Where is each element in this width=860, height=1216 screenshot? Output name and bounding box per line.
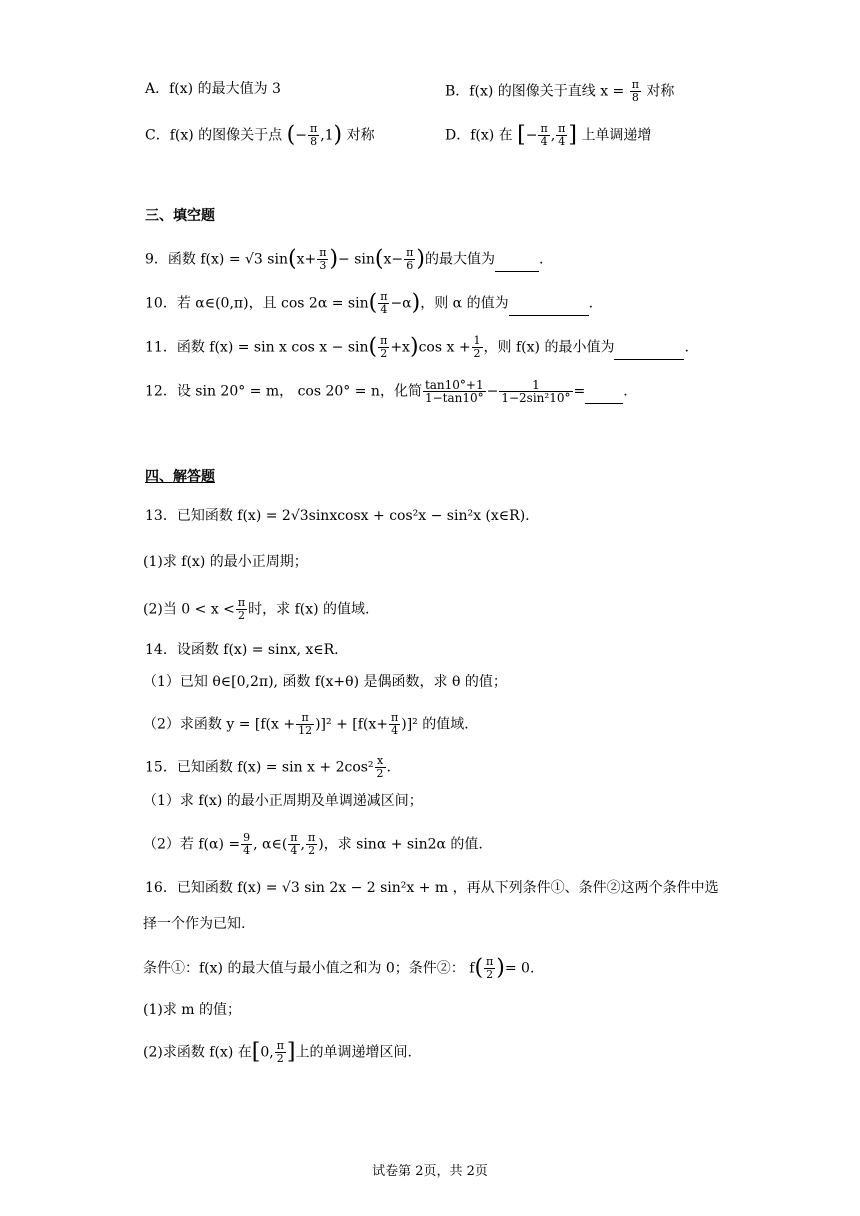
frac-num: π — [296, 712, 314, 725]
page-footer: 试卷第 2页，共 2页 — [372, 1164, 488, 1179]
paren: ) — [496, 955, 505, 981]
frac-den: 4 — [243, 844, 251, 857]
q13-part-1: (1)求 f(x) 的最小正周期； — [143, 554, 308, 570]
frac-den: 4 — [290, 844, 298, 857]
fraction — [630, 79, 641, 104]
option-c-label: C． — [145, 127, 170, 144]
q16-part-1: (1)求 m 的值； — [143, 1002, 242, 1018]
q-post: 的值域. — [422, 716, 469, 733]
section-4-title: 四、解答题 — [145, 469, 215, 485]
frac-num: π — [237, 596, 246, 609]
frac-den: 2 — [473, 347, 481, 360]
paren: ( — [368, 290, 378, 316]
option-c-post: 对称 — [346, 127, 375, 144]
q-post: 时，求 f(x) 的值域. — [248, 601, 370, 618]
paren: ) — [333, 122, 343, 148]
fraction — [378, 291, 389, 316]
frac-num: 1 — [499, 379, 572, 392]
paren: ( — [286, 122, 296, 148]
paren: ) — [416, 246, 425, 272]
fraction — [538, 123, 549, 148]
option-d: D．f(x) 在 [− $\frac{\pi}{4}$ , $\frac{\pi}{4}$ ] 上单调递增 — [445, 122, 652, 148]
bracket: [ — [517, 122, 526, 148]
frac-num: π — [307, 831, 316, 844]
frac-num: π — [540, 122, 548, 135]
frac-den: 2 — [308, 844, 316, 857]
bracket: ] — [568, 122, 577, 148]
frac-den: 8 — [631, 91, 639, 104]
option-d-text: f(x) 在 — [470, 127, 513, 144]
q16-text-cont: 择一个作为已知. — [143, 916, 246, 932]
frac-den: 2 — [380, 347, 388, 360]
question-9: 9．函数 f(x) = √3 sin(x+ $\frac{\pi}{3}$ )− sin(x− $\frac{\pi}{6}$ )的最大值为 . — [145, 246, 544, 272]
frac-den: 4 — [558, 135, 566, 148]
q-post: 的最大值为 — [424, 251, 495, 268]
frac-num: x — [375, 755, 386, 768]
answer-blank[interactable] — [495, 257, 539, 272]
fraction — [308, 123, 319, 148]
fraction — [236, 597, 247, 622]
fraction — [241, 832, 252, 857]
frac-num: π — [309, 122, 318, 135]
answer-blank[interactable] — [614, 345, 684, 360]
paren: ) — [411, 290, 421, 316]
q-text: 已知函数 f(x) = sin x + 2cos² — [176, 759, 374, 776]
q-num: 14． — [145, 642, 177, 658]
option-b-text: f(x) 的图像关于直线 x = — [469, 83, 625, 100]
q-post: ，求 sinα + sin2α 的值. — [323, 836, 483, 853]
frac-num: π — [631, 78, 639, 91]
frac-den: 8 — [310, 135, 318, 148]
question-11: 11．函数 f(x) = sin x cos x − sin( $\frac{\pi}{2}$ +x)cos x + $\frac{1}{2}$ ，则 f(x) 的最小值为 . — [145, 334, 689, 360]
frac-num: tan10°+1 — [424, 378, 484, 392]
q-post: ，则 f(x) 的最小值为 — [483, 339, 615, 356]
option-a — [145, 79, 281, 99]
fraction — [378, 335, 389, 360]
q14-part-1: （1）已知 θ∈[0,2π), 函数 f(x+θ) 是偶函数，求 θ 的值； — [143, 674, 507, 690]
fraction — [484, 956, 495, 981]
q15-part-1: （1）求 f(x) 的最小正周期及单调递减区间； — [143, 793, 423, 809]
option-a-label: A． — [145, 81, 170, 97]
frac-den: 2 — [276, 1052, 284, 1065]
paren: ( — [368, 334, 378, 360]
q-num: 16． — [145, 880, 177, 896]
option-c-mid: ,1 — [320, 127, 334, 144]
paren: ) — [329, 246, 339, 272]
bracket: [ — [251, 1039, 261, 1065]
fraction — [556, 123, 567, 148]
question-13 — [145, 506, 530, 526]
frac-den: 4 — [391, 724, 399, 737]
frac-num: π — [290, 831, 298, 844]
q-text: (2)求函数 f(x) 在 — [143, 1044, 252, 1061]
option-b-post: 对称 — [646, 83, 675, 100]
answer-blank[interactable] — [509, 301, 589, 316]
q-text: 条件①：f(x) 的最大值与最小值之和为 0；条件②： — [143, 960, 465, 977]
q-num: 10． — [145, 295, 177, 312]
paren: ( — [374, 246, 384, 272]
paren: ) — [409, 334, 419, 360]
option-c-text: f(x) 的图像关于点 — [169, 127, 283, 144]
q-text: （2）若 f(α) = — [143, 836, 241, 853]
frac-den: 1−tan10° — [424, 391, 484, 405]
q-post: ，则 α 的值为 — [420, 295, 509, 312]
frac-num: π — [486, 955, 494, 968]
frac-num: π — [380, 334, 388, 347]
frac-den: 12 — [298, 724, 313, 737]
q14-part-2: （2）求函数 y = [f(x + $\frac{\pi}{12}$ )]² + [f(x+ $\frac{\pi}{4}$ )]² 的值域. — [143, 711, 469, 737]
option-b — [445, 79, 674, 104]
q-text: 已知函数 f(x) = √3 sin 2x − 2 sin²x + m ，再从下列条件①、条件②这两个条件中选 — [176, 880, 719, 896]
frac-num: π — [406, 246, 414, 259]
q16-part-2: (2)求函数 f(x) 在[0, $\frac{\pi}{2}$ ]上的单调递增区间. — [143, 1039, 412, 1065]
q16-conditions: 条件①：f(x) 的最大值与最小值之和为 0；条件②： f( $\frac{\pi}{2}$ )= 0. — [143, 955, 535, 981]
fraction — [499, 379, 572, 404]
fraction — [288, 832, 299, 857]
frac-den: 6 — [406, 259, 414, 272]
paren: ( — [474, 955, 484, 981]
frac-num: π — [391, 711, 399, 724]
fraction — [404, 247, 415, 272]
q-num: 15． — [145, 759, 177, 776]
q-num: 12． — [145, 383, 177, 400]
frac-num: 9 — [243, 831, 251, 844]
fraction — [423, 379, 486, 404]
frac-den: 4 — [380, 303, 388, 316]
question-15: 15．已知函数 f(x) = sin x + 2cos² $\frac{x}{2}$ . — [145, 754, 391, 780]
q-text: 函数 f(x) = √3 sin — [167, 251, 288, 268]
frac-den: 2 — [238, 609, 246, 622]
frac-num: 1 — [473, 334, 481, 347]
option-b-label: B． — [445, 83, 470, 100]
frac-den: 1−2sin²10° — [501, 391, 571, 405]
bracket: ] — [286, 1039, 296, 1065]
frac-den: 2 — [376, 767, 384, 780]
q-num: 11． — [145, 339, 177, 356]
q-text: 已知函数 f(x) = 2√3sinxcosx + cos²x − sin²x (x∈R). — [176, 508, 530, 524]
paren: ( — [287, 246, 297, 272]
frac-den: 3 — [319, 259, 327, 272]
frac-num: π — [558, 122, 566, 135]
question-12: 12．设 sin 20° = m， cos 20° = n，化简 $\frac{\tan 10^\circ+1}{1-\tan 10^\circ}$ − $\frac{1}{\text{1−2sin²10°}}$ = . — [145, 378, 628, 405]
q-text: 设函数 f(x) = sinx, x∈R. — [176, 642, 339, 658]
frac-den: 4 — [540, 135, 548, 148]
q-num: 9． — [145, 251, 168, 268]
option-a-text: f(x) 的最大值为 3 — [169, 81, 281, 97]
fraction — [317, 247, 328, 272]
q-num: 13． — [145, 508, 177, 524]
answer-blank[interactable] — [585, 389, 623, 404]
frac-num: π — [276, 1039, 284, 1052]
fraction — [306, 832, 317, 857]
fraction — [296, 712, 314, 737]
q-post: 上的单调递增区间. — [295, 1044, 412, 1061]
fraction — [389, 712, 400, 737]
option-d-post: 上单调递增 — [581, 127, 652, 144]
q13-part-2 — [143, 597, 370, 622]
question-10: 10．若 α∈(0,π)，且 cos 2α = sin( $\frac{\pi}{4}$ −α)，则 α 的值为 . — [145, 290, 594, 316]
question-14 — [145, 640, 339, 660]
q-text: 函数 f(x) = sin x cos x − sin — [176, 339, 369, 356]
q-text: (2)当 0 < x < — [143, 601, 235, 618]
question-16 — [145, 878, 719, 898]
q-text: 设 sin 20° = m， cos 20° = n，化简 — [176, 383, 422, 400]
section-3-title: 三、填空题 — [145, 208, 215, 224]
fraction — [275, 1040, 286, 1065]
q15-part-2: （2）若 f(α) = $\frac{9}{4}$ , α∈( $\frac{\pi}{4}$ , $\frac{\pi}{2}$ )，求 sinα + sin2α 的值. — [143, 831, 483, 857]
fraction — [472, 335, 483, 360]
frac-num: π — [319, 246, 327, 259]
option-c: C．f(x) 的图像关于点 (− $\frac{\pi}{8}$ ,1) 对称 — [145, 122, 375, 148]
frac-den: 2 — [486, 968, 494, 981]
option-d-label: D． — [445, 127, 471, 144]
frac-num: π — [380, 290, 388, 303]
q-text: 若 α∈(0,π)，且 cos 2α = sin — [176, 295, 369, 312]
q-text: （2）求函数 y = [f(x + — [143, 716, 296, 733]
fraction — [375, 755, 386, 780]
